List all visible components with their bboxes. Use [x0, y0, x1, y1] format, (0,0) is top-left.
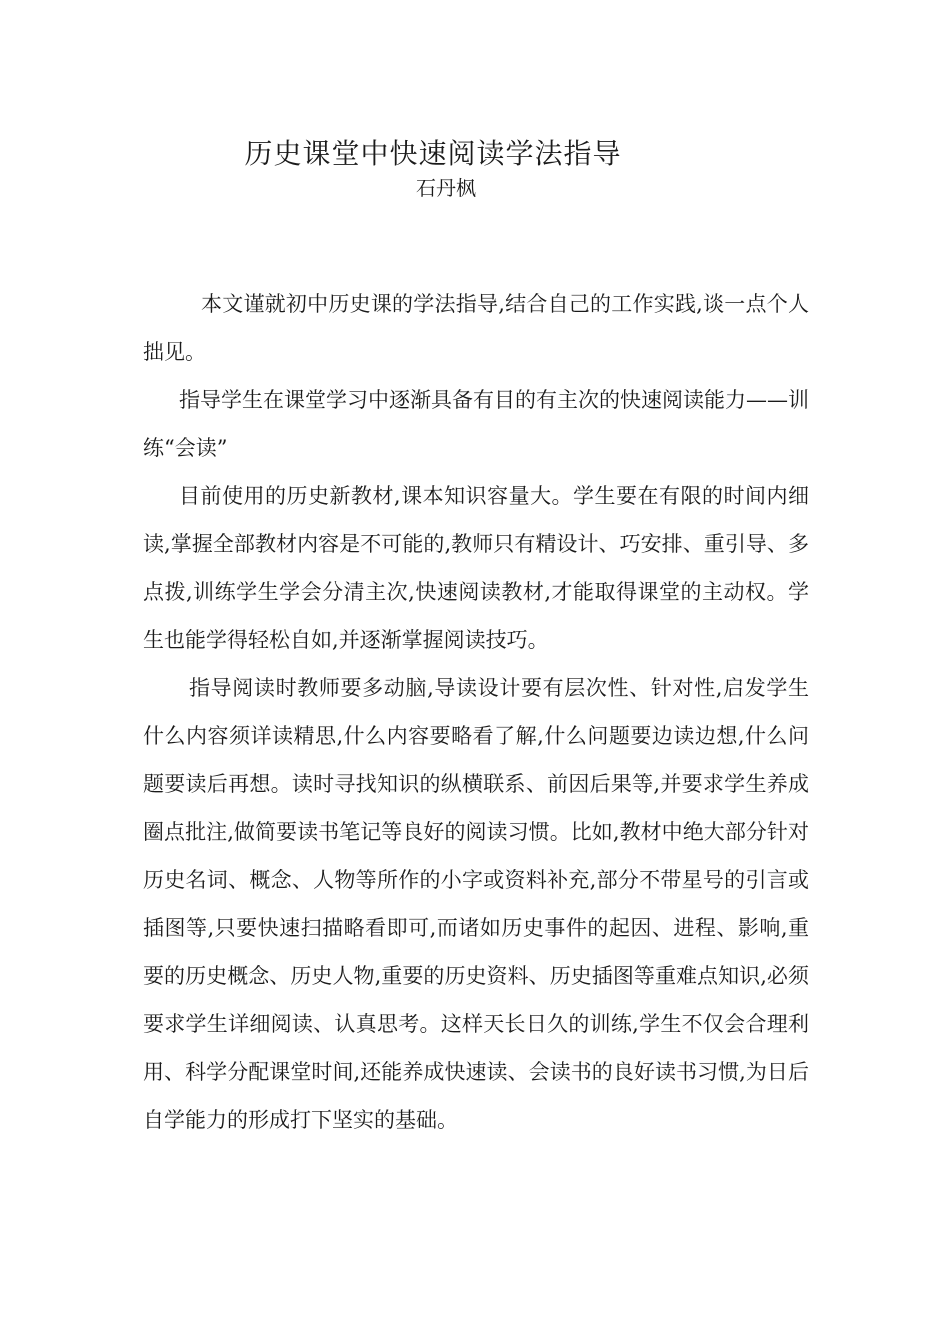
paragraph: 指导阅读时教师要多动脑,导读设计要有层次性、针对性,启发学生什么内容须详读精思,什么内容要略看了解,什么问题要边读边想,什么问题要读后再想。读时寻找知识的纵横联系、前因后果等,并要求学生养成圈点批注,做简要读书笔记等良好的阅读习惯。比如,教材中绝大部分针对历史名词、概念、人物等所作的小字或资料补充,部分不带星号的引言或插图等,只要快速扫描略看即可,而诸如历史事件的起因、进程、影响,重要的历史概念、历史人物,重要的历史资料、历史插图等重难点知识,必须要求学生详细阅读、认真思考。这样天长日久的训练,学生不仅会合理利用、科学分配课堂时间,还能养成快速读、会读书的良好读书习惯,为日后自学能力的形成打下坚实的基础。 [143, 676, 809, 1132]
paragraph: 指导学生在课堂学习中逐渐具备有目的有主次的快速阅读能力——训练“会读” [143, 388, 809, 460]
document-body [143, 280, 809, 1144]
document-title: 历史课堂中快速阅读学法指导 [244, 137, 622, 170]
paragraph: 本文谨就初中历史课的学法指导,结合自己的工作实践,谈一点个人拙见。 [143, 292, 809, 364]
document-author: 石丹枫 [416, 176, 476, 200]
paragraph: 目前使用的历史新教材,课本知识容量大。学生要在有限的时间内细读,掌握全部教材内容是不可能的,教师只有精设计、巧安排、重引导、多点拨,训练学生学会分清主次,快速阅读教材,才能取得课堂的主动权。学生也能学得轻松自如,并逐渐掌握阅读技巧。 [143, 484, 809, 652]
